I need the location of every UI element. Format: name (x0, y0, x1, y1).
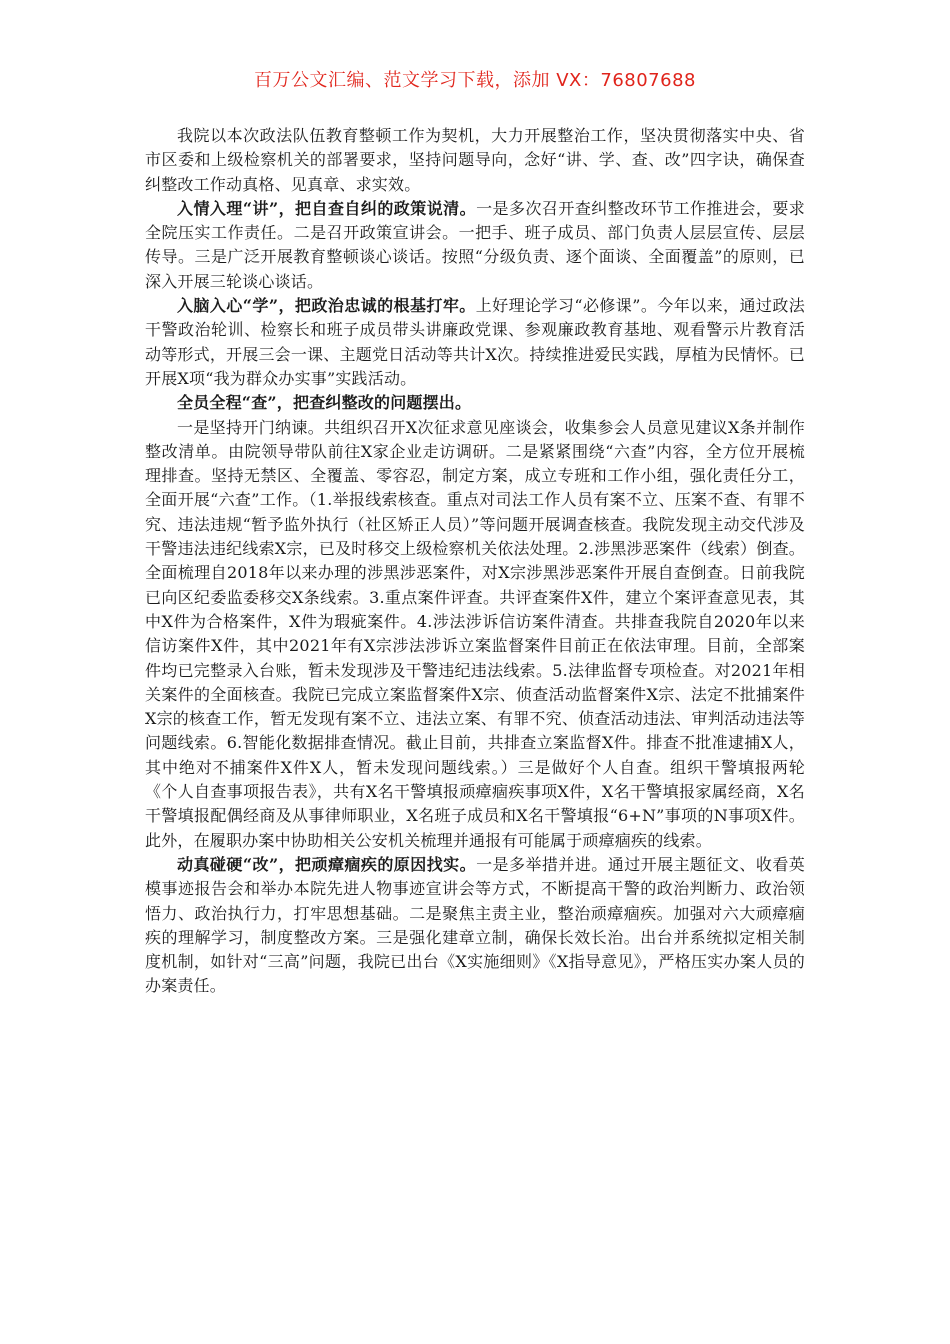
section-check-heading-paragraph (145, 391, 805, 415)
section-speak (145, 197, 805, 294)
section-learn-body: 上好理论学习“必修课”。今年以来，通过政法干警政治轮训、检察长和班子成员带头讲廉政党课、参观廉政教育基地、观看警示片教育活动等形式，开展三会一课、主题党日活动等共计X次。持续推进爱民实践，厚植为民情怀。已开展X项“我为群众办实事”实践活动。 (145, 296, 805, 388)
section-correct (145, 853, 805, 999)
section-correct-body: 一是多举措并进。通过开展主题征文、收看英模事迹报告会和举办本院先进人物事迹宣讲会等方式，不断提高干警的政治判断力、政治领悟力、政治执行力，打牢思想基础。二是聚焦主责主业，整治顽瘴痼疾。加强对六大顽瘴痼疾的理解学习，制度整改方案。三是强化建章立制，确保长效长治。出台并系统拟定相关制度机制，如针对“三高”问题，我院已出台《X实施细则》《X指导意见》，严格压实办案人员的办案责任。 (145, 854, 805, 996)
intro-paragraph: 我院以本次政法队伍教育整顿工作为契机，大力开展整治工作，坚决贯彻落实中央、省市区委和上级检察机关的部署要求，坚持问题导向，念好“讲、学、查、改”四字诀，确保查纠整改工作动真格、见真章、求实效。 (145, 126, 805, 194)
section-check-heading: 全员全程“查”，把查纠整改的问题摆出。 (177, 393, 472, 413)
section-learn (145, 294, 805, 391)
section-check-body: 一是坚持开门纳谏。共组织召开X次征求意见座谈会，收集参会人员意见建议X条并制作整改清单。由院领导带队前往X家企业走访调研。二是紧紧围绕“六查”内容，全方位开展梳理排查。坚持无禁区、全覆盖、零容忍，制定方案，成立专班和工作小组，强化责任分工，全面开展“六查”工作。（1.举报线索核查。重点对司法工作人员有案不立、压案不查、有罪不究、违法违规“暂予监外执行（社区矫正人员）”等问题开展调查核查。我院发现主动交代涉及干警违法违纪线索X宗，已及时移交上级检察机关依法处理。2.涉黑涉恶案件（线索）倒查。全面梳理自2018年以来办理的涉黑涉恶案件，对X宗涉黑涉恶案件开展自查倒查。日前我院已向区纪委监委移交X条线索。3.重点案件评查。共评查案件X件，建立个案评查意见表，其中X件为合格案件，X件为瑕疵案件。4.涉法涉诉信访案件清查。共排查我院自2020年以来信访案件X件，其中2021年有X宗涉法涉诉立案监督案件目前正在依法审理。目前，全部案件均已完整录入台账，暂未发现涉及干警违纪违法线索。5.法律监督专项检查。对2021年相关案件的全面核查。我院已完成立案监督案件X宗、侦查活动监督案件X宗、法定不批捕案件X宗的核查工作，暂无发现有案不立、违法立案、有罪不究、侦查活动违法、审判活动违法等问题线索。6.智能化数据排查情况。截止目前，共排查立案监督X件。排查不批准逮捕X人，其中绝对不捕案件X件X人，暂未发现问题线索。）三是做好个人自查。组织干警填报两轮《个人自查事项报告表》，共有X名干警填报顽瘴痼疾事项X件，X名干警填报家属经商，X名干警填报配偶经商及从事律师职业，X名班子成员和X名干警填报“6+N”事项的N事项X件。此外，在履职办案中协助相关公安机关梳理并通报有可能属于顽瘴痼疾的线索。 (145, 417, 805, 850)
section-learn-heading: 入脑入心“学”，把政治忠诚的根基打牢。 (177, 296, 476, 316)
watermark-header: 百万公文汇编、范文学习下载，添加 VX：76807688 (254, 70, 696, 91)
section-speak-body: 一是多次召开查纠整改环节工作推进会，要求全院压实工作责任。二是召开政策宣讲会。一把手、班子成员、部门负责人层层宣传、层层传导。三是广泛开展教育整顿谈心谈话。按照“分级负责、逐个面谈、全面覆盖”的原则，已深入开展三轮谈心谈话。 (145, 198, 805, 291)
section-correct-heading: 动真碰硬“改”，把顽瘴痼疾的原因找实。 (177, 854, 477, 874)
section-speak-heading: 入情入理“讲”，把自查自纠的政策说清。 (177, 198, 477, 218)
document-body (145, 124, 805, 999)
